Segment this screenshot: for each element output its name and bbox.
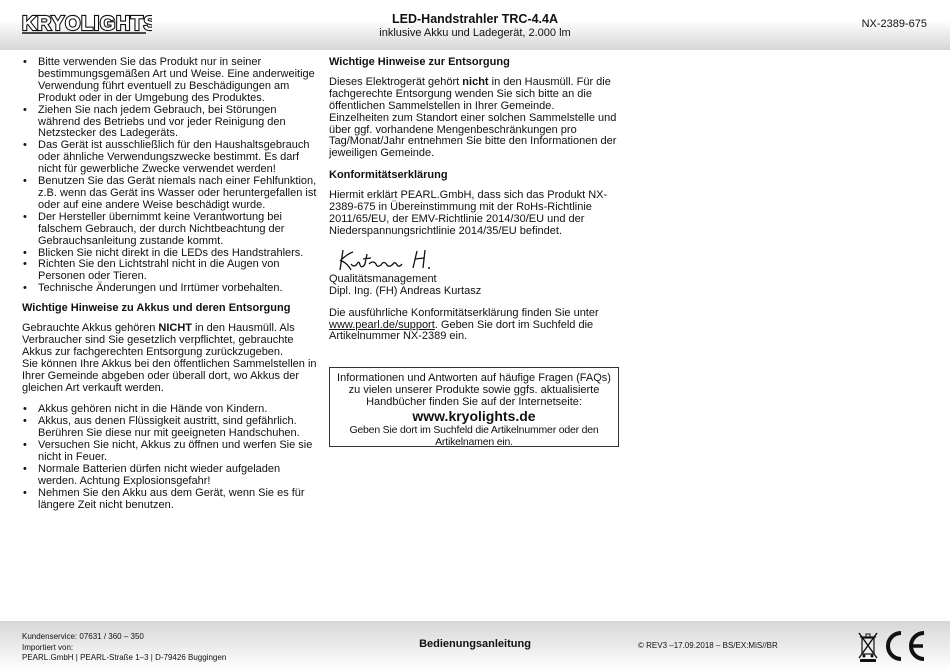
safety-list-item: • Bitte verwenden Sie das Produkt nur in seiner bestimmungsgemäßen Art und Weise. Eine anderweitige Verwendung führt eventuell zu Beschädigungen am Produkt oder in der Umgebung des Produktes.	[22, 57, 318, 105]
disposal-text-bold: nicht	[462, 75, 489, 88]
safety-list-item: • Richten Sie den Lichtstrahl nicht in die Augen von Personen oder Tieren.	[22, 259, 318, 283]
battery-heading: Wichtige Hinweise zu Akkus und deren Entsorgung	[22, 302, 291, 315]
importer-label: Importiert von:	[22, 642, 74, 652]
detail-paragraph	[329, 308, 621, 344]
disposal-text-b: in den Hausmüll. Für die fachgerechte Entsorgung wenden Sie sich bitte an die öffentlichen Sammelstellen in Ihrer Gemeinde.	[329, 75, 611, 112]
safety-list-item: • Benutzen Sie das Gerät niemals nach einer Fehlfunktion, z.B. wenn das Gerät ins Wasser oder heruntergefallen ist oder auf eine andere Weise beschädigt wurde.	[22, 176, 318, 212]
importer-address: PEARL.GmbH | PEARL-Straße 1–3 | D-79426 Buggingen	[22, 653, 227, 662]
battery-paragraph	[22, 323, 318, 359]
safety-list-item: • Ziehen Sie nach jedem Gebrauch, bei Störungen während des Betriebs und vor jeder Reinigung den Netzstecker des Ladegeräts.	[22, 105, 318, 141]
battery-list-item: • Nehmen Sie den Akku aus dem Gerät, wenn Sie es für längere Zeit nicht benutzen.	[22, 488, 318, 512]
battery-paragraph-2: Sie können Ihre Akkus bei den öffentlichen Sammelstellen in Ihrer Gemeinde abgeben oder überall dort, wo Akkus der gleichen Art verkauft werden.	[22, 357, 317, 394]
ce-mark-icon	[882, 630, 928, 667]
safety-list-item: • Technische Änderungen und Irrtümer vorbehalten.	[22, 283, 318, 295]
left-column	[22, 57, 318, 512]
disposal-paragraph	[329, 77, 621, 113]
detail-text-b: . Geben Sie dort im Suchfeld die Artikelnummer NX-2389 ein.	[329, 318, 594, 343]
detail-text-a: Die ausführliche Konformitätserklärung finden Sie unter	[329, 306, 599, 319]
qm-name: Dipl. Ing. (FH) Andreas Kurtasz	[329, 284, 482, 297]
safety-list-item: • Blicken Sie nicht direkt in die LEDs des Handstrahlers.	[22, 248, 318, 260]
support-link[interactable]: www.pearl.de/support	[329, 318, 435, 331]
conformity-text: Hiermit erklärt PEARL.GmbH, dass sich das Produkt NX-2389-675 in Übereinstimmung mit der RoHs-Richtlinie 2011/65/EU, der EMV-Richtlinie 2014/30/EU und der Niederspannungsrichtlinie 2014/35/EU befindet.	[329, 189, 608, 237]
customer-service: Kundenservice: 07631 / 360 – 350	[22, 632, 144, 641]
article-number: NX-2389-675	[861, 18, 927, 30]
disposal-heading: Wichtige Hinweise zur Entsorgung	[329, 56, 510, 68]
disposal-paragraph-2: Einzelheiten zum Standort einer solchen Sammelstelle und über ggf. vorhandene Mengenbeschränkungen pro Tag/Monat/Jahr entnehmen Sie bitte den Informationen der jeweiligen Gemeinde.	[329, 111, 617, 160]
footer-title: Bedienungsanleitung	[419, 638, 531, 650]
battery-list-item: • Normale Batterien dürfen nicht wieder aufgeladen werden. Achtung Explosionsgefahr!	[22, 464, 318, 488]
faq-url[interactable]: www.kryolights.de	[412, 408, 536, 424]
battery-list-item: • Akkus gehören nicht in die Hände von Kindern.	[22, 404, 318, 416]
safety-list	[22, 57, 318, 295]
conformity-heading: Konformitätserklärung	[329, 169, 448, 182]
battery-text-b: in den Hausmüll. Als Verbraucher sind Sie gesetzlich verpflichtet, gebrauchte Akkus zur fachgerechten Entsorgung zurückzugeben.	[22, 322, 295, 358]
faq-hint: Geben Sie dort im Suchfeld die Artikelnummer oder den Artikelnamen ein.	[349, 424, 599, 448]
signature	[329, 246, 621, 274]
battery-list-item: • Akkus, aus denen Flüssigkeit austritt, sind gefährlich. Berühren Sie diese nur mit geeigneten Handschuhen.	[22, 416, 318, 440]
svg-text:KRYOLIGHTS: KRYOLIGHTS	[22, 13, 152, 35]
product-subtitle: inklusive Akku und Ladegerät, 2.000 lm	[379, 27, 571, 39]
revision-info: © REV3 –17.09.2018 – BS/EX:MiS//BR	[638, 641, 778, 650]
page-footer	[0, 621, 950, 671]
faq-info-box	[329, 367, 619, 447]
faq-text: Informationen und Antworten auf häufige Fragen (FAQs) zu vielen unserer Produkte sowie ggfs. aktualisierte Handbücher finden Sie auf der Internetseite:	[337, 372, 611, 408]
disposal-text-a: Dieses Elektrogerät gehört	[329, 75, 463, 88]
right-column	[329, 57, 621, 343]
weee-bin-icon	[858, 630, 878, 667]
safety-list-item: • Das Gerät ist ausschließlich für den Haushaltsgebrauch oder ähnliche Verwendungszwecke bestimmt. Es darf nicht für gewerbliche Zwecke verwendet werden!	[22, 140, 318, 176]
battery-text-a: Gebrauchte Akkus gehören	[22, 322, 159, 335]
battery-text-bold: NICHT	[158, 322, 192, 335]
page-header	[0, 0, 950, 50]
battery-list-item: • Versuchen Sie nicht, Akkus zu öffnen und werfen Sie sie nicht in Feuer.	[22, 440, 318, 464]
product-title: LED-Handstrahler TRC-4.4A	[392, 12, 558, 26]
battery-list	[22, 404, 318, 511]
safety-list-item: • Der Hersteller übernimmt keine Verantwortung bei falschem Gebrauch, der durch Nichtbeachtung der Gebrauchsanleitung zustande kommt.	[22, 212, 318, 248]
qm-title: Qualitätsmanagement	[329, 272, 437, 285]
